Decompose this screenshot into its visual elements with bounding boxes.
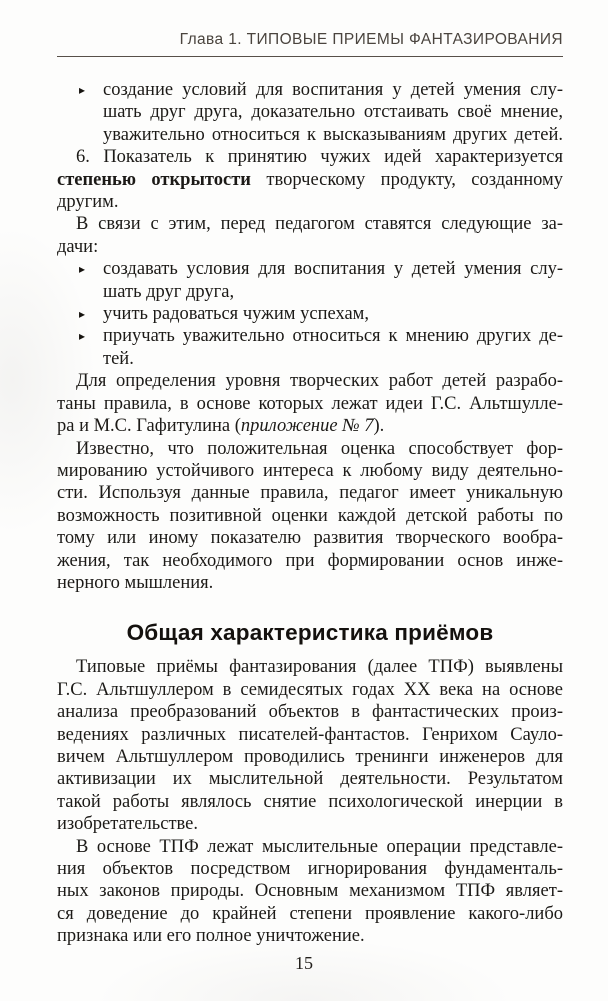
text-segment: признака или его полное уничтожение. <box>57 926 365 947</box>
text-line <box>57 724 563 746</box>
text-line <box>79 79 563 101</box>
text-line <box>57 482 563 504</box>
text-segment: шать друг друга, доказательно отстаивать своё мнение, <box>103 102 563 123</box>
paragraph <box>57 213 563 258</box>
paragraph <box>57 836 563 948</box>
text-segment: таны правила, в основе которых лежат идеи Г.С. Альтшулле- <box>57 393 563 414</box>
text-line <box>57 393 563 415</box>
bullet-item <box>57 325 563 370</box>
text-segment: степенью открытости <box>57 169 251 190</box>
text-segment: шать друг друга, <box>103 281 235 302</box>
text-line <box>57 836 563 858</box>
bullet-item <box>57 303 563 325</box>
bullet-item <box>57 79 563 146</box>
text-line <box>57 169 563 191</box>
text-line <box>79 325 563 347</box>
text-line <box>57 213 563 235</box>
text-line <box>57 370 563 392</box>
text-line <box>57 858 563 880</box>
text-segment: Известно, что положительная оценка способствует фор- <box>76 438 563 459</box>
text-line <box>57 460 563 482</box>
text-line <box>103 124 563 146</box>
text-line <box>57 656 563 678</box>
text-segment: ния объектов посредством игнорирования фундаменталь- <box>57 859 563 879</box>
text-line <box>57 791 563 813</box>
text-segment: В связи с этим, перед педагогом ставятся следующие за- <box>76 214 563 235</box>
text-line <box>57 146 563 168</box>
text-line <box>57 679 563 701</box>
text-segment: Для определения уровня творческих работ детей разрабо- <box>76 371 563 392</box>
text-line <box>57 236 563 258</box>
text-segment: тей. <box>103 348 134 369</box>
text-line <box>57 572 563 594</box>
text-segment: ). <box>373 416 385 437</box>
text-segment: ведениях различных писателей-фантастов. Генрихом Сауло- <box>57 724 563 745</box>
text-line <box>57 550 563 572</box>
text-line <box>57 813 563 835</box>
text-segment: учить радоваться чужим успехам, <box>103 304 370 325</box>
text-line <box>103 348 563 370</box>
text-segment: сти. Используя данные правила, педагог имеет уникальную <box>57 483 563 504</box>
text-segment: активизации их мыслительной деятельности. Результатом <box>57 769 563 790</box>
text-line <box>57 527 563 549</box>
text-segment: ся доведение до крайней степени проявление какого-либо <box>57 903 563 924</box>
text-line <box>103 101 563 123</box>
text-line <box>57 880 563 902</box>
text-line <box>57 746 563 768</box>
text-line <box>57 505 563 527</box>
text-segment: приложение № 7 <box>240 416 374 437</box>
text-block <box>57 0 563 948</box>
text-segment: уважительно относиться к высказываниям других детей. <box>103 124 563 145</box>
text-segment: 6. Показатель к принятию чужих идей характеризуется <box>76 147 563 168</box>
text-line <box>79 303 563 325</box>
text-segment: Г.С. Альтшуллером в семидесятых годах XX века на основе <box>57 679 563 700</box>
text-segment: приучать уважительно относиться к мнению других де- <box>103 326 563 347</box>
text-segment: В основе ТПФ лежат мыслительные операции представле- <box>76 836 563 857</box>
text-segment: возможность позитивной оценки каждой детской работы по <box>57 505 563 526</box>
text-line <box>79 258 563 280</box>
chapter-running-header: Глава 1. ТИПОВЫЕ ПРИЕМЫ ФАНТАЗИРОВАНИЯ <box>57 0 563 57</box>
text-segment: Типовые приёмы фантазирования (далее ТПФ) выявлены <box>76 657 563 678</box>
text-segment: творческому продукту, созданному <box>250 169 563 190</box>
text-line <box>57 438 563 460</box>
paragraph <box>57 146 563 213</box>
paragraph <box>57 370 563 437</box>
text-segment: жения, так необходимого при формировании основ инже- <box>57 550 563 571</box>
text-line <box>57 768 563 790</box>
text-line <box>57 191 563 213</box>
page-body-text <box>57 79 563 948</box>
section-heading: Общая характеристика приёмов <box>126 620 494 646</box>
text-line <box>57 903 563 925</box>
text-line <box>57 701 563 723</box>
bullet-triangle-icon: ▸ <box>79 329 86 344</box>
paragraph <box>57 656 563 835</box>
paragraph <box>57 438 563 595</box>
text-segment: создавать условия для воспитания у детей умения слу- <box>103 259 563 280</box>
text-segment: вичем Альтшуллером проводились тренинги инженеров для <box>57 746 563 767</box>
text-line <box>103 281 563 303</box>
bullet-triangle-icon: ▸ <box>79 262 86 277</box>
text-segment: анализа преобразований объектов в фантастических произ- <box>57 702 563 723</box>
text-segment: такой работы являлось снятие психологической инерции в <box>57 791 563 812</box>
text-segment: тому или иному показателю развития творческого вообра- <box>57 528 563 549</box>
text-segment: ных законов природы. Основным механизмом ТПФ являет- <box>57 881 563 902</box>
text-segment: нерного мышления. <box>57 572 214 593</box>
text-segment: мированию устойчивого интереса к любому виду деятельно- <box>57 460 563 481</box>
bullet-triangle-icon: ▸ <box>79 83 86 97</box>
bullet-item <box>57 258 563 303</box>
page-number: 15 <box>295 953 313 973</box>
text-segment: дачи: <box>57 236 99 257</box>
text-segment: создание условий для воспитания у детей умения слу- <box>103 80 563 100</box>
text-segment: изобретательстве. <box>57 814 198 835</box>
text-segment: ра и М.С. Гафитулина ( <box>57 416 241 437</box>
text-line <box>57 415 563 437</box>
text-segment: другим. <box>57 192 119 213</box>
text-line <box>57 925 563 947</box>
bullet-triangle-icon: ▸ <box>79 307 86 322</box>
